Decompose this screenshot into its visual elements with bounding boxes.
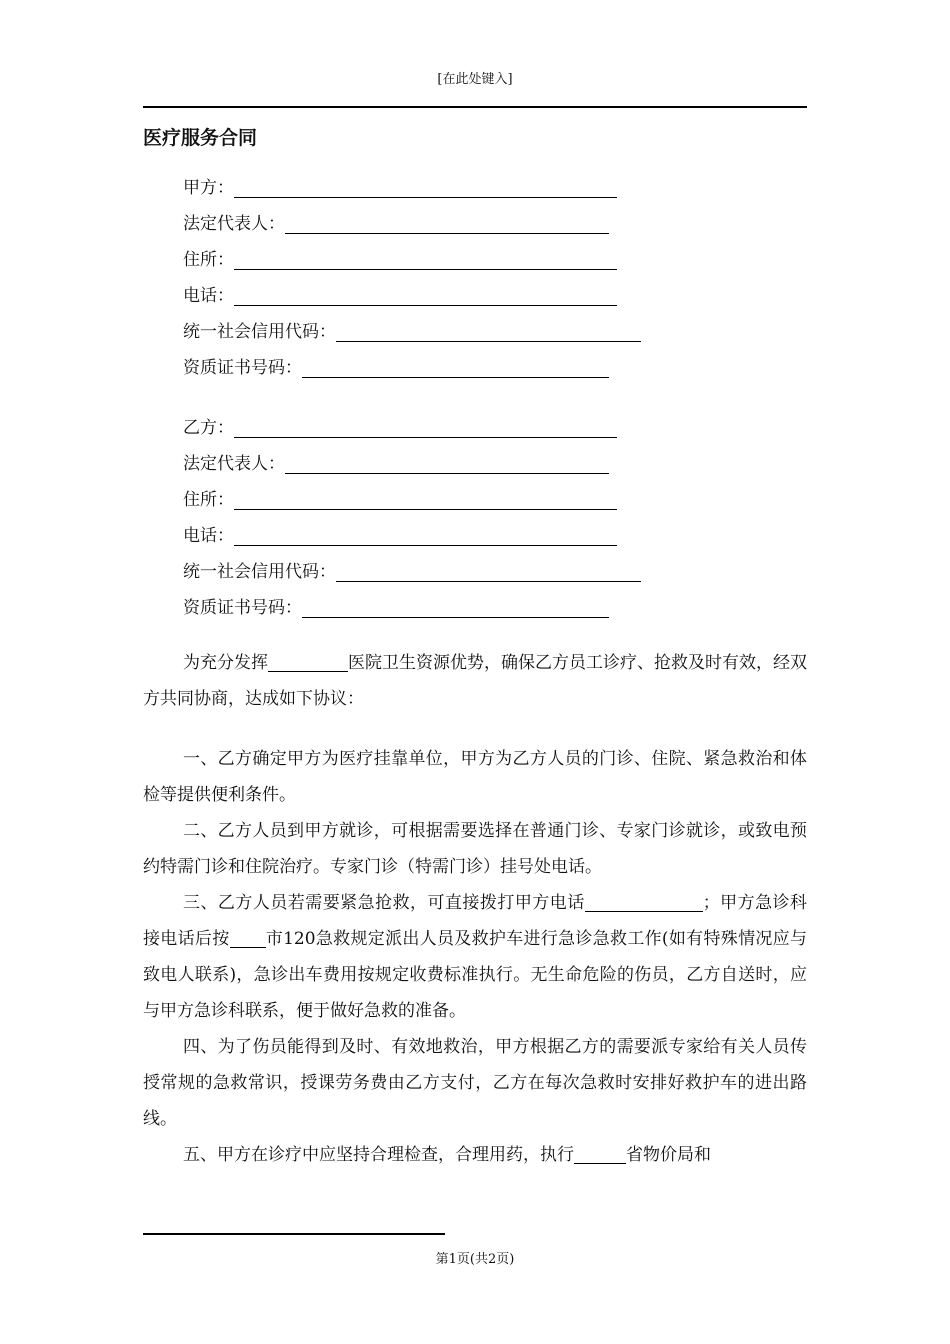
party-b-address-field bbox=[183, 485, 617, 509]
party-a-name-blank bbox=[234, 177, 617, 198]
party-a-license-label: 资质证书号码： bbox=[183, 358, 302, 378]
clause-3-text-2: ；甲方急诊科接电话后按 bbox=[143, 893, 808, 949]
clause-1: 一、乙方确定甲方为医疗挂靠单位，甲方为乙方人员的门诊、住院、紧急救治和体检等提供便利条件。 bbox=[143, 749, 807, 805]
party-b-name-field bbox=[183, 413, 617, 437]
party-a-rep-label: 法定代表人： bbox=[183, 214, 285, 234]
hospital-name-blank bbox=[268, 651, 348, 672]
party-b-credit-code-field bbox=[183, 557, 641, 581]
party-b-credit-code-blank bbox=[336, 561, 641, 582]
clause-3-text-3: 市120急救规定派出人员及救护车进行急诊急救工作(如有特殊情况应与致电人联系)，急诊出车费用按规定收费标准执行。无生命危险的伤员，乙方自送时，应与甲方急诊科联系，便于做好急救的准备。 bbox=[143, 929, 807, 1021]
party-a-name-field bbox=[183, 173, 617, 197]
party-b-name-blank bbox=[234, 417, 617, 438]
party-a-credit-code-field bbox=[183, 317, 641, 341]
party-b-rep-label: 法定代表人： bbox=[183, 454, 285, 474]
intro-text-2: 医院卫生资源优势，确保乙方员工诊疗、抢救及时有效，经双方共同协商，达成如下协议： bbox=[143, 653, 807, 709]
party-b-rep-blank bbox=[285, 453, 609, 474]
party-b-phone-label: 电话： bbox=[183, 526, 234, 546]
party-b-rep-field bbox=[183, 449, 609, 473]
party-a-license-field bbox=[183, 353, 609, 377]
intro-text-1: 为充分发挥 bbox=[183, 653, 268, 673]
party-a-phone-blank-inline bbox=[585, 891, 703, 912]
party-b-phone-blank bbox=[234, 525, 617, 546]
document-title: 医疗服务合同 bbox=[143, 127, 258, 149]
party-a-phone-label: 电话： bbox=[183, 286, 234, 306]
intro-paragraph bbox=[143, 645, 807, 717]
clause-5-text-2: 省物价局和 bbox=[626, 1145, 711, 1165]
clause-4: 四、为了伤员能得到及时、有效地救治，甲方根据乙方的需要派专家给有关人员传授常规的急救常识，授课劳务费由乙方支付，乙方在每次急救时安排好救护车的进出路线。 bbox=[143, 1037, 807, 1129]
clause-2: 二、乙方人员到甲方就诊，可根据需要选择在普通门诊、专家门诊就诊，或致电预约特需门诊和住院治疗。专家门诊（特需门诊）挂号处电话。 bbox=[143, 821, 807, 877]
clause-5-text-1: 五、甲方在诊疗中应坚持合理检查，合理用药，执行 bbox=[183, 1145, 574, 1165]
party-b-license-blank bbox=[302, 597, 609, 618]
party-a-address-blank bbox=[234, 249, 617, 270]
party-a-rep-blank bbox=[285, 213, 609, 234]
party-b-credit-code-label: 统一社会信用代码： bbox=[183, 562, 336, 582]
party-a-name-label: 甲方： bbox=[183, 178, 234, 198]
party-b-phone-field bbox=[183, 521, 617, 545]
header-placeholder[interactable]: [在此处键入] bbox=[437, 72, 513, 87]
party-a-address-field bbox=[183, 245, 617, 269]
clause-3-text-1: 三、乙方人员若需要紧急抢救，可直接拨打甲方电话 bbox=[183, 893, 585, 913]
party-a-license-blank bbox=[302, 357, 609, 378]
page-number: 第1页(共2页) bbox=[435, 1252, 515, 1267]
clauses-section bbox=[143, 741, 807, 1173]
party-a-credit-code-label: 统一社会信用代码： bbox=[183, 322, 336, 342]
clause-3 bbox=[143, 885, 807, 1029]
party-b-address-label: 住所： bbox=[183, 490, 234, 510]
party-a-phone-field bbox=[183, 281, 617, 305]
header-rule bbox=[143, 106, 807, 108]
party-b-address-blank bbox=[234, 489, 617, 510]
party-a-credit-code-blank bbox=[336, 321, 641, 342]
city-name-blank bbox=[230, 927, 266, 948]
party-b-license-label: 资质证书号码： bbox=[183, 598, 302, 618]
party-b-name-label: 乙方： bbox=[183, 418, 234, 438]
clause-5 bbox=[143, 1137, 807, 1173]
party-a-phone-blank bbox=[234, 285, 617, 306]
province-name-blank bbox=[574, 1143, 626, 1164]
party-a-address-label: 住所： bbox=[183, 250, 234, 270]
footer-rule bbox=[143, 1233, 445, 1235]
party-b-license-field bbox=[183, 593, 609, 617]
party-a-rep-field bbox=[183, 209, 609, 233]
